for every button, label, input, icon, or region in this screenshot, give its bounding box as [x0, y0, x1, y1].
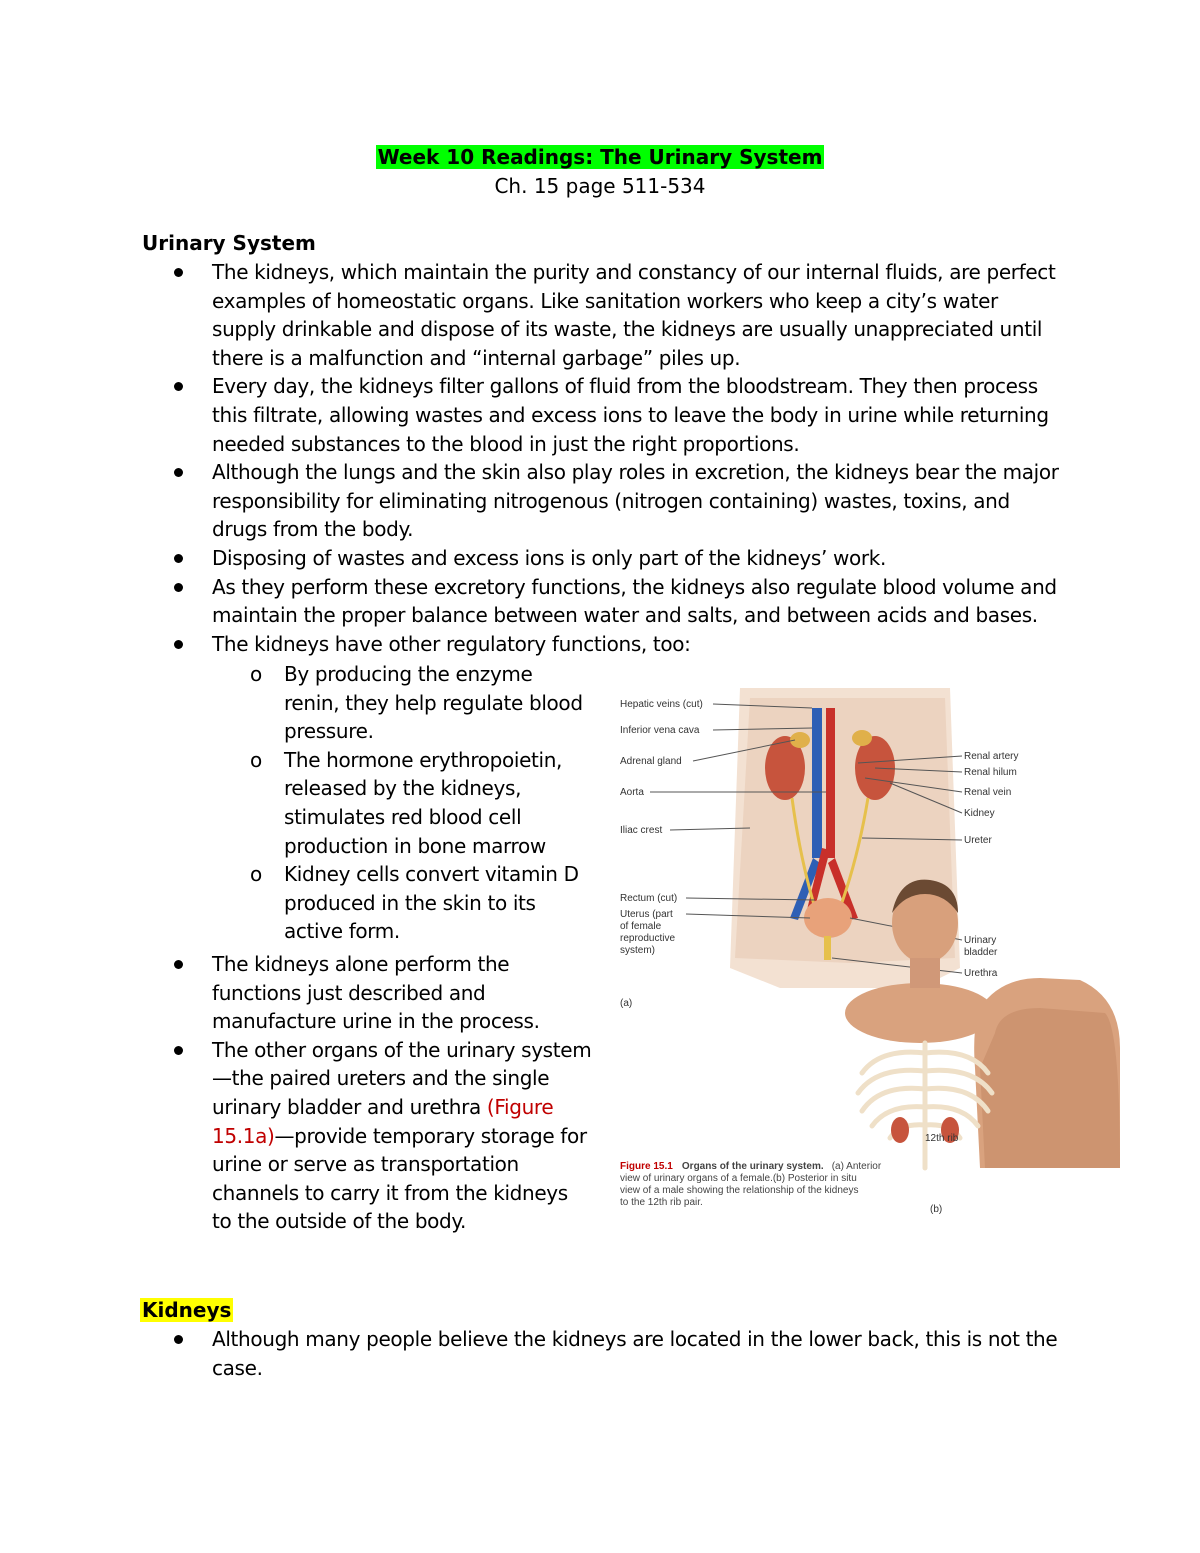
list-item: The kidneys alone perform the functions just described and manufacture urine in the process.	[142, 950, 592, 1036]
bullet-dot	[174, 1335, 183, 1344]
bullet-dot	[174, 268, 183, 277]
bullet-dot	[174, 382, 183, 391]
figure-reference-link[interactable]: (Figure 15.1a)	[212, 1094, 554, 1148]
label-uterus-line4: system)	[620, 945, 655, 956]
list-item: The kidneys have other regulatory functions, too:	[142, 630, 1062, 659]
sub-list-item: o The hormone erythropoietin, released by the kidneys, stimulates red blood cell production in bone marrow	[250, 747, 563, 858]
figure-urinary-organs	[600, 668, 1120, 1228]
label-uterus-line3: reproductive	[620, 933, 676, 944]
label-urinary-bladder-line2: bladder	[964, 947, 998, 958]
label-renal-vein: Renal vein	[964, 787, 1012, 798]
sub-bullet-list	[212, 660, 592, 946]
figure-caption-line4: to the 12th rib pair.	[620, 1197, 703, 1208]
label-inferior-vena-cava: Inferior vena cava	[620, 725, 700, 736]
panel-b-label: (b)	[930, 1204, 943, 1215]
list-item: As they perform these excretory functions, the kidneys also regulate blood volume and maintain the proper balance between water and salts, and between acids and bases.	[142, 573, 1062, 630]
figure-caption-text: (a) Anterior	[831, 1161, 882, 1172]
bladder-shape	[804, 898, 852, 938]
label-adrenal-gland: Adrenal gland	[620, 756, 682, 767]
list-item: The other organs of the urinary system—the paired ureters and the single urinary bladder and urethra (Figure 15.1a)—provide temporary storage for urine or serve as transportation channels to carry it from the kidneys to the outside of the body.	[142, 1036, 592, 1236]
label-12th-rib: 12th rib	[925, 1133, 959, 1144]
document-subtitle: Ch. 15 page 511-534	[494, 174, 706, 198]
sub-bullet-marker: o	[250, 662, 262, 686]
bullet-dot	[174, 1046, 183, 1055]
section-heading-kidneys: Kidneys	[142, 1298, 232, 1322]
list-item: Although many people believe the kidneys are located in the lower back, this is not the case.	[142, 1325, 1062, 1382]
label-ureter: Ureter	[964, 835, 992, 846]
bullet-dot	[174, 960, 183, 969]
bullet-dot	[174, 583, 183, 592]
label-renal-hilum: Renal hilum	[964, 767, 1017, 778]
bullet-list-kidneys	[142, 1325, 1062, 1382]
label-iliac-crest: Iliac crest	[620, 825, 663, 836]
figure-caption-number: Figure 15.1	[620, 1161, 673, 1172]
aorta-shape	[826, 708, 835, 858]
list-item: The kidneys, which maintain the purity and constancy of our internal fluids, are perfect examples of homeostatic organs. Like sanitation workers who keep a city’s water supply drinkable and dispose of its waste, the kidneys are usually unappreciated until there is a malfunction and “internal garbage” piles up.	[142, 258, 1062, 372]
label-renal-artery: Renal artery	[964, 751, 1019, 762]
sub-list-item: o Kidney cells convert vitamin D produced in the skin to its active form.	[250, 862, 579, 944]
bullet-list-top	[142, 258, 1062, 658]
label-aorta: Aorta	[620, 787, 644, 798]
figure-caption-line3: view of a male showing the relationship of the kidneys	[620, 1185, 859, 1196]
bullet-dot	[174, 640, 183, 649]
label-urethra: Urethra	[964, 968, 998, 979]
bullet-dot	[174, 554, 183, 563]
label-uterus-line2: of female	[620, 921, 662, 932]
list-item: Every day, the kidneys filter gallons of fluid from the bloodstream. They then process this filtrate, allowing wastes and excess ions to leave the body in urine while returning needed substances to the blood in just the right proportions.	[142, 372, 1062, 458]
list-item: Disposing of wastes and excess ions is only part of the kidneys’ work.	[142, 544, 1062, 573]
panel-a-label: (a)	[620, 998, 633, 1009]
label-kidney: Kidney	[964, 808, 995, 819]
sub-bullet-marker: o	[250, 862, 262, 887]
figure-caption-line1	[620, 1154, 882, 1173]
sub-list-item: o By producing the enzyme renin, they help regulate blood pressure.	[250, 662, 583, 744]
document-title-text: Week 10 Readings: The Urinary System	[377, 145, 823, 169]
sub-bullet-marker: o	[250, 747, 262, 772]
rib-cage	[858, 1043, 992, 1168]
document-title	[0, 143, 1200, 171]
label-rectum: Rectum (cut)	[620, 893, 678, 904]
label-urinary-bladder: Urinary	[964, 935, 997, 946]
bullet-dot	[174, 468, 183, 477]
label-hepatic-veins: Hepatic veins (cut)	[620, 699, 703, 710]
bullet-list-narrow	[142, 950, 592, 1236]
list-item: Although the lungs and the skin also play roles in excretion, the kidneys bear the major responsibility for eliminating nitrogenous (nitrogen containing) wastes, toxins, and drugs from the body.	[142, 458, 1062, 544]
figure-caption-line2: view of urinary organs of a female.(b) Posterior in situ	[620, 1173, 857, 1184]
figure-caption-title: Organs of the urinary system.	[681, 1161, 824, 1172]
vena-cava-shape	[812, 708, 822, 858]
section-heading-urinary-system: Urinary System	[142, 231, 316, 255]
label-uterus: Uterus (part	[620, 909, 673, 920]
